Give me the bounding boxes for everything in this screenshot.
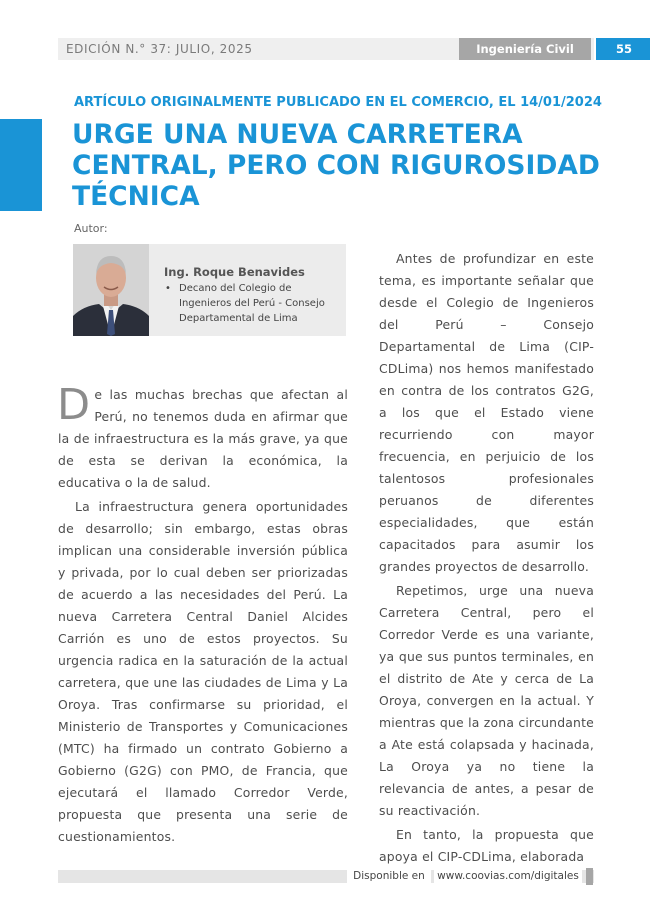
section-tab: Ingeniería Civil <box>459 38 591 60</box>
title-accent-bar <box>0 119 42 211</box>
author-box <box>73 244 346 336</box>
footer-end-block <box>586 868 593 885</box>
author-label: Autor: <box>74 222 108 235</box>
drop-cap: D <box>57 380 91 430</box>
available-label: Disponible en <box>347 868 431 885</box>
paragraph-1 <box>57 380 348 494</box>
footer-url-link[interactable]: www.coovias.com/digitales <box>434 868 582 885</box>
article-kicker: ARTÍCULO ORIGINALMENTE PUBLICADO EN EL COMERCIO, EL 14/01/2024 <box>74 95 602 110</box>
author-role <box>166 281 341 326</box>
author-portrait-illustration <box>73 244 149 336</box>
paragraph-5: En tanto, la propuesta que apoya el CIP-CDLima, elaborada <box>379 827 594 864</box>
page-number: 55 <box>596 38 650 60</box>
author-photo <box>73 244 149 336</box>
article-title: URGE UNA NUEVA CARRETERA CENTRAL, PERO CON RIGUROSIDAD TÉCNICA <box>72 119 600 212</box>
paragraph-2: La infraestructura genera oportunidades de desarrollo; sin embargo, estas obras implican una considerable inversión pública y privada, por lo cual deben ser priorizadas de acuerdo a las necesidades del Perú. La nueva Carretera Central Daniel Alcides Carrión es uno de estos proyectos. Su urgencia radica en la saturación de la actual carretera, que une las ciudades de Lima y La Oroya. Tras confirmarse su prioridad, el Ministerio de Transportes y Comunicaciones (MTC) ha firmado un contrato Gobierno a Gobierno (G2G) con PMO, de Francia, que ejecutará el llamado Corredor Verde, propuesta que presenta una serie de cuestionamientos. <box>58 499 348 844</box>
author-name: Ing. Roque Benavides <box>164 265 305 279</box>
body-column-right <box>379 248 594 868</box>
bullet-icon: • <box>165 283 171 294</box>
paragraph-4: Repetimos, urge una nueva Carretera Central, pero el Corredor Verde es una variante, ya que sus puntos terminales, en el distrito de Ate y cerca de La Oroya, convergen en la actual. Y mientras que la zona circundante a Ate está colapsada y hacinada, La Oroya ya no tiene la relevancia de antes, a pesar de su reactivación. <box>379 583 594 818</box>
paragraph-3: Antes de profundizar en este tema, es importante señalar que desde el Colegio de Ingenieros del Perú – Consejo Departamental de Lima (CIP-CDLima) nos hemos manifestado en contra de los contratos G2G, a los que el Estado viene recurriendo con mayor frecuencia, en perjuicio de los talentosos profesionales peruanos de diferentes especialidades, que están capacitados para asumir los grandes proyectos de desarrollo. <box>379 251 594 574</box>
paragraph-1-text: e las muchas brechas que afectan al Perú, no tenemos duda en afirmar que la de infraestructura es la más grave, ya que de esta se derivan la económica, la educativa o la de salud. <box>58 387 348 490</box>
author-role-text: Decano del Colegio de Ingenieros del Perú - Consejo Departamental de Lima <box>179 283 325 324</box>
body-column-left <box>57 380 348 848</box>
edition-label: EDICIÓN N.° 37: JULIO, 2025 <box>66 42 253 56</box>
